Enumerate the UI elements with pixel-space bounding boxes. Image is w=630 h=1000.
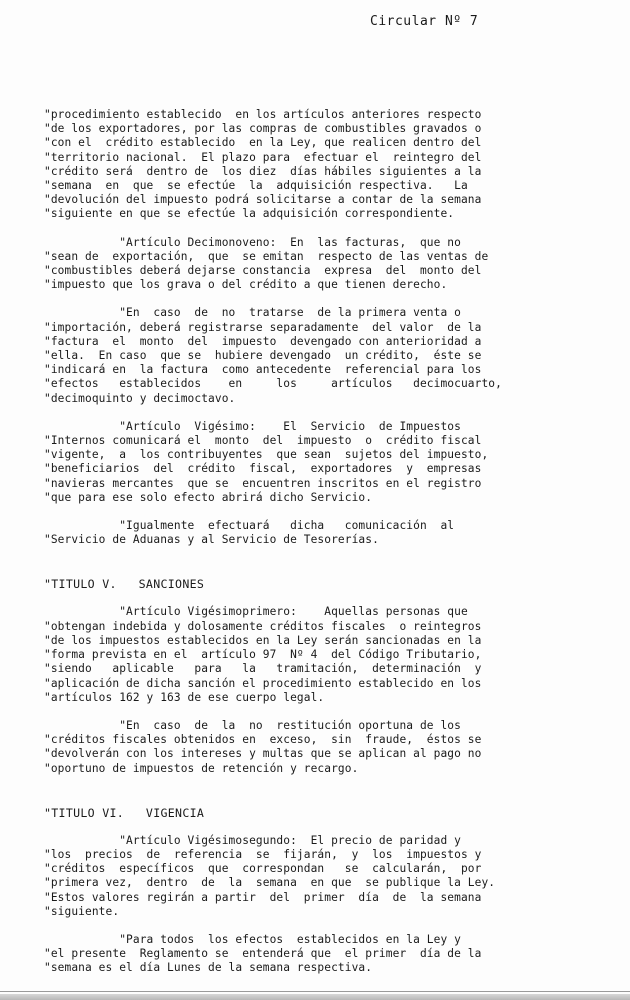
document-body	[44, 108, 610, 976]
scan-edge-line	[0, 991, 630, 992]
paragraph-restitucion: "En caso de la no restitución oportuna de los "créditos fiscales obtenidos en exceso, sin fraude, éstos se "devolverán con los intereses y multas que se aplican al pago no "oportuno de impuestos de retención y recargo.	[44, 718, 482, 775]
scan-bottom-edge	[0, 994, 630, 1000]
circular-number: Circular Nº 7	[370, 14, 479, 29]
paragraph-articulo-decimonoveno: "Artículo Decimonoveno: En las facturas, que no "sean de exportación, que se emitan respecto de las ventas de "combustibles deberá dejarse constancia expresa del monto del "impuesto que los grava o del crédito a que tienen derecho.	[44, 235, 489, 292]
paragraph-reintegro: "procedimiento establecido en los artículos anteriores respecto "de los exportadores, por las compras de combustibles gravados o "con el crédito establecido en la Ley, que realicen dentro del "territorio nacional. El plazo para efectuar el reintegro del "crédito será dentro de los diez días hábiles siguientes a la "semana en que se efectúe la adquisición respectiva. La "devolución del impuesto podrá solicitarse a contar de la semana "siguiente en que se efectúe la adquisición correspondiente.	[44, 108, 482, 221]
heading-titulo-vi: "TITULO VI. VIGENCIA	[44, 805, 205, 820]
paragraph-articulo-vigesimoprimero: "Artículo Vigésimoprimero: Aquellas personas que "obtengan indebida y dolosamente créditos fiscales o reintegros "de los impuestos establecidos en la Ley serán sancionadas en la "forma prevista en el artículo 97 Nº 4 del Código Tributario, "siendo aplicable para la tramitación, determinación y "aplicación de dicha sanción el procedimiento establecido en los "artículos 162 y 163 de ese cuerpo legal.	[44, 605, 482, 704]
heading-titulo-v: "TITULO V. SANCIONES	[44, 577, 205, 592]
paragraph-articulo-vigesimo: "Artículo Vigésimo: El Servicio de Impuestos "Internos comunicará el monto del impuesto o crédito fiscal "vigente, a los contribuyentes que sean sujetos del impuesto, "beneficiarios del crédito fiscal, exportadores y empresas "navieras mercantes que se encuentren inscritos en el registro "que para ese solo efecto abrirá dicho Servicio.	[44, 419, 489, 504]
paragraph-comunicacion: "Igualmente efectuará dicha comunicación al "Servicio de Aduanas y al Servicio de Tesorerías.	[44, 519, 455, 547]
paragraph-primer-dia: "Para todos los efectos establecidos en la Ley y "el presente Reglamento se entenderá que el primer día de la "semana es el día Lunes de la semana respectiva.	[44, 932, 482, 975]
paragraph-articulo-vigesimosegundo: "Artículo Vigésimosegundo: El precio de paridad y "los precios de referencia se fijarán, y los impuestos y "créditos específicos que correspondan se calcularán, por "primera vez, dentro de la semana en que se publique la Ley. "Estos valores regirán a partir del primer día de la semana "siguiente.	[44, 833, 496, 918]
paragraph-primera-venta: "En caso de no tratarse de la primera venta o "importación, deberá registrarse separadamente del valor de la "factura el monto del impuesto devengado con anterioridad a "ella. En caso que se hubiere devengado un crédito, éste se "indicará en la factura como antecedente referencial para los "efectos establecidos en los artículos decimocuarto, "decimoquinto y decimoctavo.	[44, 306, 502, 405]
